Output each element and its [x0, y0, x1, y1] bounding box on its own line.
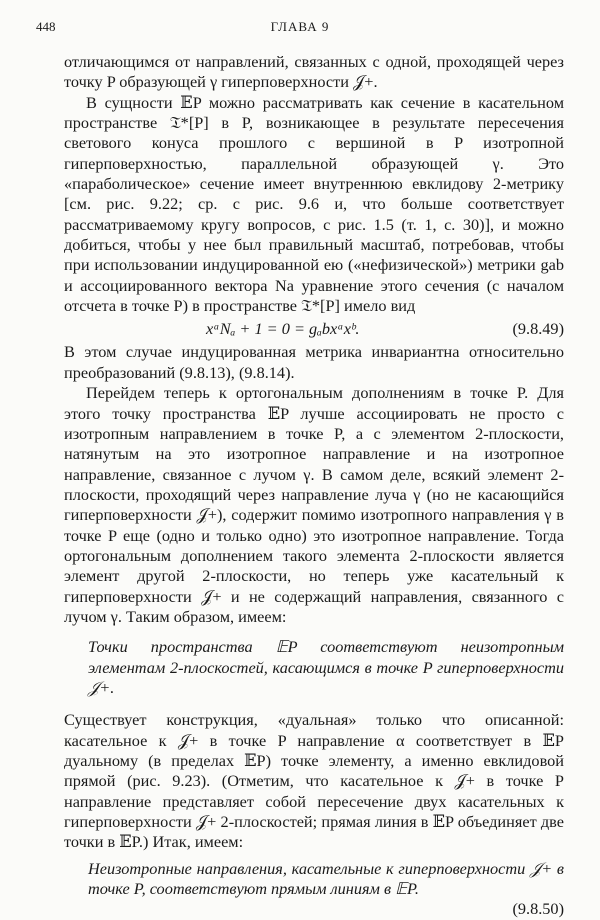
- paragraph-3: В этом случае индуцированная метрика инвариантна относительно преобразований (9.8.13), (9.8.14).: [64, 342, 564, 382]
- page-body: [64, 52, 564, 920]
- equation-body: xᵃNₐ + 1 = 0 = gₐbxᵃxᵇ.: [206, 319, 360, 339]
- paragraph-5: Существует конструкция, «дуальная» только что описанной: касательное к 𝒥+ в точке P направление α соответствует в 𝔼P дуальному (в пределах 𝔼P) точке элементу, а именно евклидовой прямой (рис. 9.23). (Отметим, что касательное к 𝒥+ в точке P направление представляет собой пересечение двух касательных к гиперповерхности 𝒥+ 2-плоскостей; прямая линия в 𝔼P объединяет две точки в 𝔼P.) Итак, имеем:: [64, 710, 564, 852]
- paragraph-2: В сущности 𝔼P можно рассматривать как сечение в касательном пространстве 𝔗*[P] в P, возникающее в результате пересечения светового конуса прошлого с вершиной в P изотропной гиперповерхностью, параллельной образующей γ. Это «параболическое» сечение имеет внутреннюю евклидову 2-метрику [см. рис. 9.22; ср. с рис. 9.6 и, что больше соответствует рассматриваемому кругу вопросов, с рис. 1.5 (т. 1, с. 30)], и можно добиться, чтобы у нее был правильный масштаб, потребовав, чтобы при использовании индуцированной ею («нефизической») метрики gab и ассоциированного вектора Na уравнение этого сечения (с началом отсчета в точке P) в пространстве 𝔗*[P] имело вид: [64, 92, 564, 316]
- page-header: [0, 16, 600, 36]
- equation-9-8-49: [64, 317, 564, 341]
- statement-2: Неизотропные направления, касательные к гиперповерхности 𝒥+ в точке P, соответствуют прямым линиям в 𝔼P.: [88, 858, 564, 899]
- statement-1: Точки пространства 𝔼P соответствуют неизотропным элементам 2-плоскостей, касающимся в точке P гиперповерхности 𝒥+.: [88, 637, 564, 697]
- equation-number: (9.8.49): [512, 319, 564, 339]
- chapter-title: ГЛАВА 9: [270, 19, 330, 34]
- paragraph-4: Перейдем теперь к ортогональным дополнениям в точке P. Для этого точку пространства 𝔼P лучше ассоциировать не просто с изотропным направлением в точке P, а с элементом 2-плоскости, натянутым на это изотропное направление и на изотропное направление, связанное с лучом γ. В самом деле, всякий элемент 2-плоскости, проходящий через направление луча γ (но не касающийся гиперповерхности 𝒥+), содержит помимо изотропного направления γ в точке P еще (одно и только одно) это изотропное направление. Тогда ортогональным дополнением такого элемента 2-плоскости является элемент другой 2-плоскости, но теперь уже касательный к гиперповерхности 𝒥+ и не содержащий направления, связанного с лучом γ. Таким образом, имеем:: [64, 383, 564, 626]
- page-number: 448: [36, 19, 56, 34]
- paragraph-1: отличающимся от направлений, связанных с одной, проходящей через точку P образующей γ гиперповерхности 𝒥+.: [64, 52, 564, 92]
- equation-number-9-8-50: (9.8.50): [512, 899, 564, 919]
